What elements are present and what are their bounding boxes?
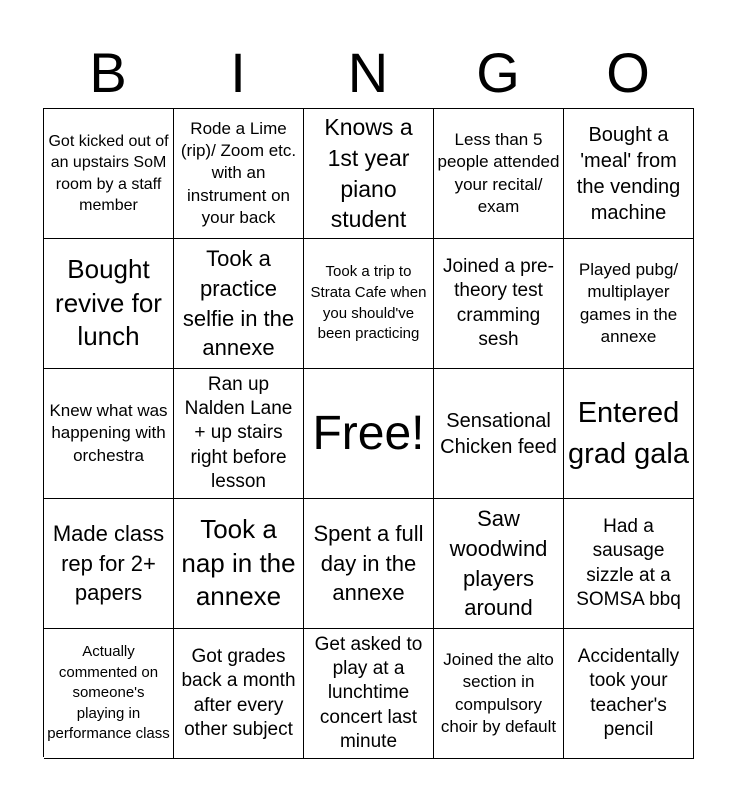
cell-text: Took a trip to Strata Cafe when you should've been practicing (310, 263, 427, 343)
bingo-cell-r3c2[interactable] (174, 369, 304, 499)
bingo-cell-r5c1[interactable] (44, 629, 174, 759)
header-letter-n: N (347, 41, 389, 104)
bingo-cell-r2c5[interactable] (564, 239, 694, 369)
header-letter-g: G (476, 41, 520, 104)
bingo-cell-r1c5[interactable] (564, 109, 694, 239)
cell-text: Knows a 1st year piano student (324, 114, 413, 233)
cell-text: Knew what was happening with orchestra (49, 401, 168, 465)
bingo-board (43, 108, 694, 757)
bingo-cell-r3c1[interactable] (44, 369, 174, 499)
bingo-cell-r4c2[interactable] (174, 499, 304, 629)
bingo-cell-r1c1[interactable] (44, 109, 174, 239)
free-space-text: Free! (312, 406, 425, 460)
bingo-header (43, 38, 693, 108)
bingo-cell-r4c3[interactable] (304, 499, 434, 629)
bingo-cell-r1c2[interactable] (174, 109, 304, 239)
cell-text: Ran up Nalden Lane + up stairs right before lesson (184, 374, 293, 492)
bingo-cell-r4c4[interactable] (434, 499, 564, 629)
bingo-cell-r2c2[interactable] (174, 239, 304, 369)
bingo-cell-r3c5[interactable] (564, 369, 694, 499)
bingo-cell-r3c4[interactable] (434, 369, 564, 499)
cell-text: Got kicked out of an upstairs SoM room by a staff member (48, 132, 169, 214)
bingo-cell-r5c5[interactable] (564, 629, 694, 759)
cell-text: Entered grad gala (568, 396, 689, 470)
cell-text: Actually commented on someone's playing in performance class (47, 643, 170, 743)
cell-text: Less than 5 people attended your recital/ exam (437, 130, 560, 216)
bingo-cell-r2c1[interactable] (44, 239, 174, 369)
cell-text: Sensational Chicken feed (440, 409, 557, 458)
cell-text: Saw woodwind players around (449, 506, 548, 621)
bingo-cell-r5c4[interactable] (434, 629, 564, 759)
cell-text: Made class rep for 2+ papers (52, 520, 165, 606)
cell-text: Accidentally took your teacher's pencil (577, 646, 680, 740)
cell-text: Joined a pre-theory test cramming sesh (443, 256, 554, 350)
bingo-cell-free[interactable] (304, 369, 434, 499)
cell-text: Played pubg/ multiplayer games in the annexe (578, 260, 679, 346)
cell-text: Got grades back a month after every other subject (181, 646, 296, 740)
bingo-cell-r1c3[interactable] (304, 109, 434, 239)
header-letter-o: O (606, 41, 650, 104)
bingo-cell-r5c2[interactable] (174, 629, 304, 759)
cell-text: Bought a 'meal' from the vending machine (576, 123, 681, 224)
bingo-cell-r2c3[interactable] (304, 239, 434, 369)
cell-text: Get asked to play at a lunchtime concert last minute (314, 634, 423, 752)
cell-text: Joined the alto section in compulsory choir by default (440, 650, 557, 736)
bingo-cell-r5c3[interactable] (304, 629, 434, 759)
cell-text: Had a sausage sizzle at a SOMSA bbq (576, 516, 681, 610)
header-letter-b: B (89, 41, 127, 104)
header-letter-i: I (230, 41, 246, 104)
cell-text: Rode a Lime (rip)/ Zoom etc. with an instrument on your back (180, 119, 297, 227)
bingo-cell-r2c4[interactable] (434, 239, 564, 369)
cell-text: Took a nap in the annexe (181, 513, 296, 612)
cell-text: Bought revive for lunch (55, 253, 162, 352)
cell-text: Spent a full day in the annexe (313, 520, 424, 606)
cell-text: Took a practice selfie in the annexe (182, 246, 295, 361)
bingo-cell-r4c5[interactable] (564, 499, 694, 629)
bingo-cell-r4c1[interactable] (44, 499, 174, 629)
bingo-cell-r1c4[interactable] (434, 109, 564, 239)
